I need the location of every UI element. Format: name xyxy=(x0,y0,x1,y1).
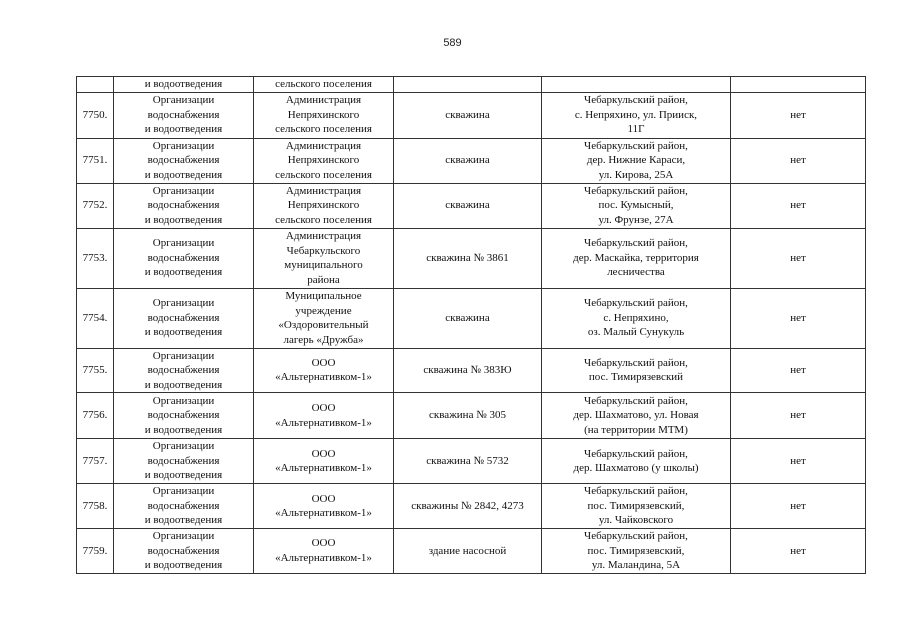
table-row xyxy=(77,92,866,138)
registry-table xyxy=(76,76,866,574)
row-number: 7753. xyxy=(77,228,114,288)
object-cell: скважина xyxy=(394,288,542,348)
row-number: 7759. xyxy=(77,529,114,574)
address-cell: Чебаркульский район, пос. Тимирязевский, ул. Маландина, 5А xyxy=(542,529,731,574)
note-cell: нет xyxy=(731,92,866,138)
owner-cell: Муниципальное учреждение «Оздоровительный лагерь «Дружба» xyxy=(254,288,394,348)
owner-cell: ООО «Альтернативком-1» xyxy=(254,439,394,484)
owner-cell: Администрация Непряхинского сельского поселения xyxy=(254,183,394,228)
table-row xyxy=(77,393,866,439)
object-cell xyxy=(394,77,542,93)
owner-cell: Администрация Непряхинского сельского поселения xyxy=(254,92,394,138)
row-number: 7750. xyxy=(77,92,114,138)
note-cell xyxy=(731,77,866,93)
owner-cell: ООО «Альтернативком-1» xyxy=(254,393,394,439)
object-cell: скважина № 305 xyxy=(394,393,542,439)
object-cell: скважина xyxy=(394,138,542,183)
note-cell: нет xyxy=(731,439,866,484)
row-number xyxy=(77,77,114,93)
object-cell: здание насосной xyxy=(394,529,542,574)
organization-cell: Организации водоснабжения и водоотведения xyxy=(114,529,254,574)
note-cell: нет xyxy=(731,183,866,228)
row-number: 7757. xyxy=(77,439,114,484)
object-cell: скважина xyxy=(394,183,542,228)
object-cell: скважина № 5732 xyxy=(394,439,542,484)
organization-cell: Организации водоснабжения и водоотведения xyxy=(114,228,254,288)
address-cell: Чебаркульский район, дер. Шахматово, ул. Новая (на территории МТМ) xyxy=(542,393,731,439)
note-cell: нет xyxy=(731,138,866,183)
owner-cell: сельского поселения xyxy=(254,77,394,93)
owner-cell: ООО «Альтернативком-1» xyxy=(254,529,394,574)
row-number: 7751. xyxy=(77,138,114,183)
organization-cell: Организации водоснабжения и водоотведения xyxy=(114,484,254,529)
address-cell: Чебаркульский район, пос. Кумысный, ул. Фрунзе, 27А xyxy=(542,183,731,228)
row-number: 7756. xyxy=(77,393,114,439)
note-cell: нет xyxy=(731,288,866,348)
address-cell xyxy=(542,77,731,93)
address-cell: Чебаркульский район, дер. Нижние Караси, ул. Кирова, 25А xyxy=(542,138,731,183)
address-cell: Чебаркульский район, дер. Маскайка, территория лесничества xyxy=(542,228,731,288)
address-cell: Чебаркульский район, с. Непряхино, оз. Малый Сунукуль xyxy=(542,288,731,348)
organization-cell: Организации водоснабжения и водоотведения xyxy=(114,393,254,439)
address-cell: Чебаркульский район, дер. Шахматово (у школы) xyxy=(542,439,731,484)
organization-cell: Организации водоснабжения и водоотведения xyxy=(114,92,254,138)
address-cell: Чебаркульский район, пос. Тимирязевский xyxy=(542,348,731,393)
owner-cell: ООО «Альтернативком-1» xyxy=(254,484,394,529)
row-number: 7758. xyxy=(77,484,114,529)
organization-cell: и водоотведения xyxy=(114,77,254,93)
table-row xyxy=(77,288,866,348)
address-cell: Чебаркульский район, пос. Тимирязевский, ул. Чайковского xyxy=(542,484,731,529)
row-number: 7754. xyxy=(77,288,114,348)
table-row xyxy=(77,77,866,93)
table-row xyxy=(77,529,866,574)
object-cell: скважины № 2842, 4273 xyxy=(394,484,542,529)
row-number: 7755. xyxy=(77,348,114,393)
table-row xyxy=(77,138,866,183)
note-cell: нет xyxy=(731,529,866,574)
object-cell: скважина № 3861 xyxy=(394,228,542,288)
organization-cell: Организации водоснабжения и водоотведения xyxy=(114,439,254,484)
organization-cell: Организации водоснабжения и водоотведения xyxy=(114,138,254,183)
address-cell: Чебаркульский район, с. Непряхино, ул. Прииск, 11Г xyxy=(542,92,731,138)
table-row xyxy=(77,228,866,288)
note-cell: нет xyxy=(731,228,866,288)
table-row xyxy=(77,348,866,393)
table-row xyxy=(77,484,866,529)
note-cell: нет xyxy=(731,348,866,393)
note-cell: нет xyxy=(731,484,866,529)
owner-cell: Администрация Непряхинского сельского поселения xyxy=(254,138,394,183)
table-row xyxy=(77,439,866,484)
object-cell: скважина xyxy=(394,92,542,138)
note-cell: нет xyxy=(731,393,866,439)
table-row xyxy=(77,183,866,228)
page-number: 589 xyxy=(443,37,462,49)
organization-cell: Организации водоснабжения и водоотведения xyxy=(114,288,254,348)
row-number: 7752. xyxy=(77,183,114,228)
owner-cell: Администрация Чебаркульского муниципального района xyxy=(254,228,394,288)
owner-cell: ООО «Альтернативком-1» xyxy=(254,348,394,393)
organization-cell: Организации водоснабжения и водоотведения xyxy=(114,348,254,393)
object-cell: скважина № 383Ю xyxy=(394,348,542,393)
organization-cell: Организации водоснабжения и водоотведения xyxy=(114,183,254,228)
